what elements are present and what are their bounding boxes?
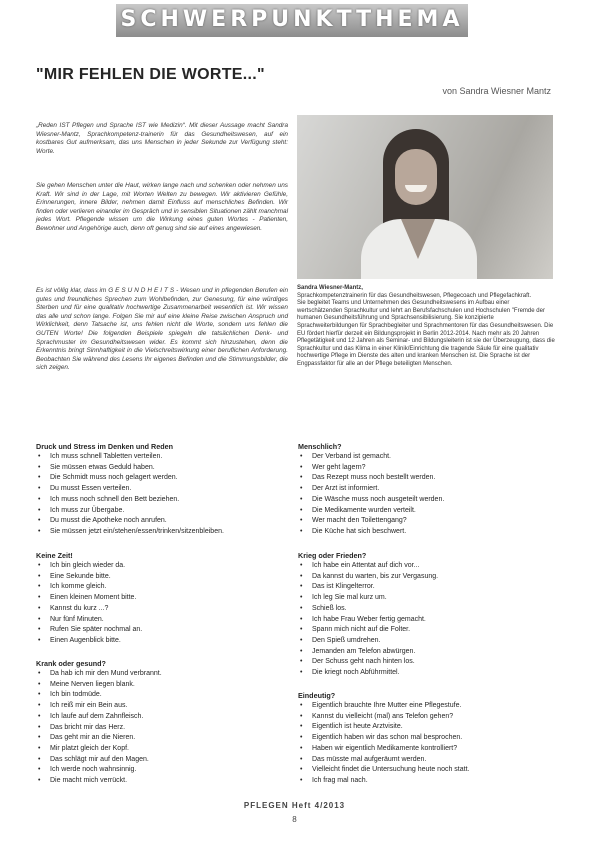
list-item: • Spann mich nicht auf die Folter. (298, 625, 556, 636)
list-item: • Ich habe Frau Weber fertig gemacht. (298, 615, 556, 626)
example-section (298, 690, 556, 787)
section-heading: Menschlich? (298, 442, 342, 451)
list-item: • Ich frag mal nach. (298, 776, 556, 787)
list-item: • Das schlägt mir auf den Magen. (36, 755, 291, 766)
list-item: • Kannst du kurz ...? (36, 604, 291, 615)
list-item: • Wer geht lagern? (298, 463, 556, 474)
example-list (298, 561, 556, 679)
section-heading: Krank oder gesund? (36, 659, 106, 668)
list-item: • Ich werde noch wahnsinnig. (36, 765, 291, 776)
list-item: • Ich muss noch schnell den Bett beziehen. (36, 495, 291, 506)
example-list (298, 701, 556, 787)
list-item: • Die Wäsche muss noch ausgeteilt werden. (298, 495, 556, 506)
list-item: • Schieß los. (298, 604, 556, 615)
list-item: • Eigentlich ist heute Arztvisite. (298, 722, 556, 733)
example-section (298, 550, 556, 679)
intro-paragraph: „Reden IST Pflegen und Sprache IST wie Medizin“. Mit dieser Aussage macht Sandra Wiesner-Mantz, Sprachkompetenz-trainerin für das Gesundheitswesen, auf ein kostbares Gut aufmerksam, das uns Menschen in jeder Sekunde zur Verfügung steht: Worte. (36, 122, 288, 155)
example-list (298, 452, 556, 538)
list-item: • Vielleicht findet die Untersuchung heute noch statt. (298, 765, 556, 776)
section-heading: Eindeutig? (298, 691, 336, 700)
journal-footer: PFLEGEN Heft 4/2013 (243, 801, 346, 810)
caption-text: Sie begleitet Teams und Unternehmen des Gesundheitswesens im Aufbau einer wertschätzenden Sprachkultur und lehrt an Berufsfachschulen und Hochschulen "Fremde der humanen Gesundheitsführung und Sprachsensibilisierung. Sie konzipierte Sprachweiterbildungen für Sprachbegleiter und Sprachmentoren für das Gesundheitswesen. Die EU fördert hierfür derzeit ein Bildungsprojekt in Berlin 2012-2014. Nach mehr als 20 Jahren Pflegetätigkeit und 12 Jahren als Seminar- und Bildungsleiterin ist sie der Überzeugung, dass die Sprachkultur und das Klima in einer Klinik/Einrichtung die tragende Säule für eine qualitativ hochwertige Pflege im Dienste des alten und kranken Menschen ist. Die Sprache ist der Engpassfaktor für alle an der Pflege beteiligten Menschen. (297, 300, 555, 367)
intro-paragraph: Es ist völlig klar, dass im G E S U N D H E I T S - Wesen und in pflegenden Berufen ein gutes und freundliches Sprechen zum Wohlbefinden, zur Genesung, für eine würdiges Sterben und für eine qualitativ hochwertige Zusammenarbeit wesentlich ist. Wir wissen das alle und schon lange. Folgen Sie mir auf eine kleine Reise zwischen Anspruch und Wirklichkeit, denn Tatsache ist, uns fehlen nicht die Worte, sondern uns fehlen die GUTEN Worte! Die folgenden Beispiele spiegeln die tatsächlichen Denk- und Sprachmuster im Gesundheitswesen wider. Es kommt sich hinzustehen, denn die Erkenntnis bringt Sinnhaftigkeit in die Vielschreitswirkung einer beruflichen Anforderung. Beobachten Sie während des Lesens Ihr eigenes Befinden und die Stimmungsbilder, die sich zeigen. (36, 287, 288, 372)
list-item: • Der Schuss geht nach hinten los. (298, 657, 556, 668)
list-item: • Mir platzt gleich der Kopf. (36, 744, 291, 755)
list-item: • Der Verband ist gemacht. (298, 452, 556, 463)
list-item: • Nur fünf Minuten. (36, 615, 291, 626)
example-section (298, 441, 556, 538)
example-list (36, 561, 291, 647)
list-item: • Ich bin todmüde. (36, 690, 291, 701)
list-item: • Das bricht mir das Herz. (36, 723, 291, 734)
list-item: • Ich muss zur Übergabe. (36, 506, 291, 517)
list-item: • Ich laufe auf dem Zahnfleisch. (36, 712, 291, 723)
list-item: • Ich muss schnell Tabletten verteilen. (36, 452, 291, 463)
list-item: • Ich komme gleich. (36, 582, 291, 593)
section-heading: Druck und Stress im Denken und Reden (36, 442, 173, 451)
intro-paragraph: Sie gehen Menschen unter die Haut, wirken lange nach und schenken oder nehmen uns Kraft. Wir sind in der Lage, mit Worten Welten zu bewegen. Wir aktivieren Gefühle, Erinnerungen, innere Bilder, nehmen damit Einfluss auf menschliches Befinden. Wir finden oder verlieren einander im Gespräch und in sensiblen Situationen zählt manchmal jedes Wort. Pflegende wissen um die Wirkung eines guten Wortes - Patienten, Bewohner und Angehörige auch, denn oft genug sind sie auf eines angewiesen. (36, 182, 288, 232)
list-item: • Da hab ich mir den Mund verbrannt. (36, 669, 291, 680)
list-item: • Ich leg Sie mal kurz um. (298, 593, 556, 604)
list-item: • Ich habe ein Attentat auf dich vor... (298, 561, 556, 572)
list-item: • Einen kleinen Moment bitte. (36, 593, 291, 604)
list-item: • Wer macht den Toilettengang? (298, 516, 556, 527)
author-byline: von Sandra Wiesner Mantz (442, 86, 551, 96)
list-item: • Die Medikamente wurden verteilt. (298, 506, 556, 517)
list-item: • Jemanden am Telefon abwürgen. (298, 647, 556, 658)
example-section (36, 550, 291, 647)
list-item: • Kannst du vielleicht (mal) ans Telefon gehen? (298, 712, 556, 723)
section-heading: Krieg oder Frieden? (298, 551, 367, 560)
author-photo (297, 115, 553, 279)
list-item: • Die kriegt noch Abführmittel. (298, 668, 556, 679)
list-item: • Das ist Klingelterror. (298, 582, 556, 593)
list-item: • Die Küche hat sich beschwert. (298, 527, 556, 538)
list-item: • Sie müssen etwas Geduld haben. (36, 463, 291, 474)
list-item: • Da kannst du warten, bis zur Vergasung. (298, 572, 556, 583)
banner-label: SCHWERPUNKTTHEMA (120, 7, 464, 32)
article-title: "MIR FEHLEN DIE WORTE..." (36, 66, 265, 83)
example-list (36, 669, 291, 787)
example-section (36, 658, 291, 787)
list-item: • Der Arzt ist informiert. (298, 484, 556, 495)
list-item: • Das müsste mal aufgeräumt werden. (298, 755, 556, 766)
list-item: • Du musst die Apotheke noch anrufen. (36, 516, 291, 527)
list-item: • Die Schmidt muss noch gelagert werden. (36, 473, 291, 484)
list-item: • Ich reiß mir ein Bein aus. (36, 701, 291, 712)
example-list (36, 452, 291, 538)
caption-role: Sprachkompetenztrainerin für das Gesundheitswesen, Pflegecoach und Pflegefachkraft. (297, 292, 532, 299)
section-banner (116, 4, 468, 37)
list-item: • Die macht mich verrückt. (36, 776, 291, 787)
list-item: • Einen Augenblick bitte. (36, 636, 291, 647)
list-item: • Das Rezept muss noch bestellt werden. (298, 473, 556, 484)
list-item: • Eigentlich brauchte Ihre Mutter eine Pflegestufe. (298, 701, 556, 712)
list-item: • Ich bin gleich wieder da. (36, 561, 291, 572)
list-item: • Eigentlich haben wir das schon mal besprochen. (298, 733, 556, 744)
author-caption (297, 285, 555, 369)
section-heading: Keine Zeit! (36, 551, 73, 560)
list-item: • Du musst Essen verteilen. (36, 484, 291, 495)
list-item: • Rufen Sie später nochmal an. (36, 625, 291, 636)
list-item: • Den Spieß umdrehen. (298, 636, 556, 647)
list-item: • Eine Sekunde bitte. (36, 572, 291, 583)
list-item: • Sie müssen jetzt ein/stehen/essen/trinken/sitzenbleiben. (36, 527, 291, 538)
example-section (36, 441, 291, 538)
page-number: 8 (292, 815, 297, 824)
list-item: • Meine Nerven liegen blank. (36, 680, 291, 691)
caption-name: Sandra Wiesner-Mantz, (297, 285, 363, 291)
list-item: • Das geht mir an die Nieren. (36, 733, 291, 744)
list-item: • Haben wir eigentlich Medikamente kontrolliert? (298, 744, 556, 755)
